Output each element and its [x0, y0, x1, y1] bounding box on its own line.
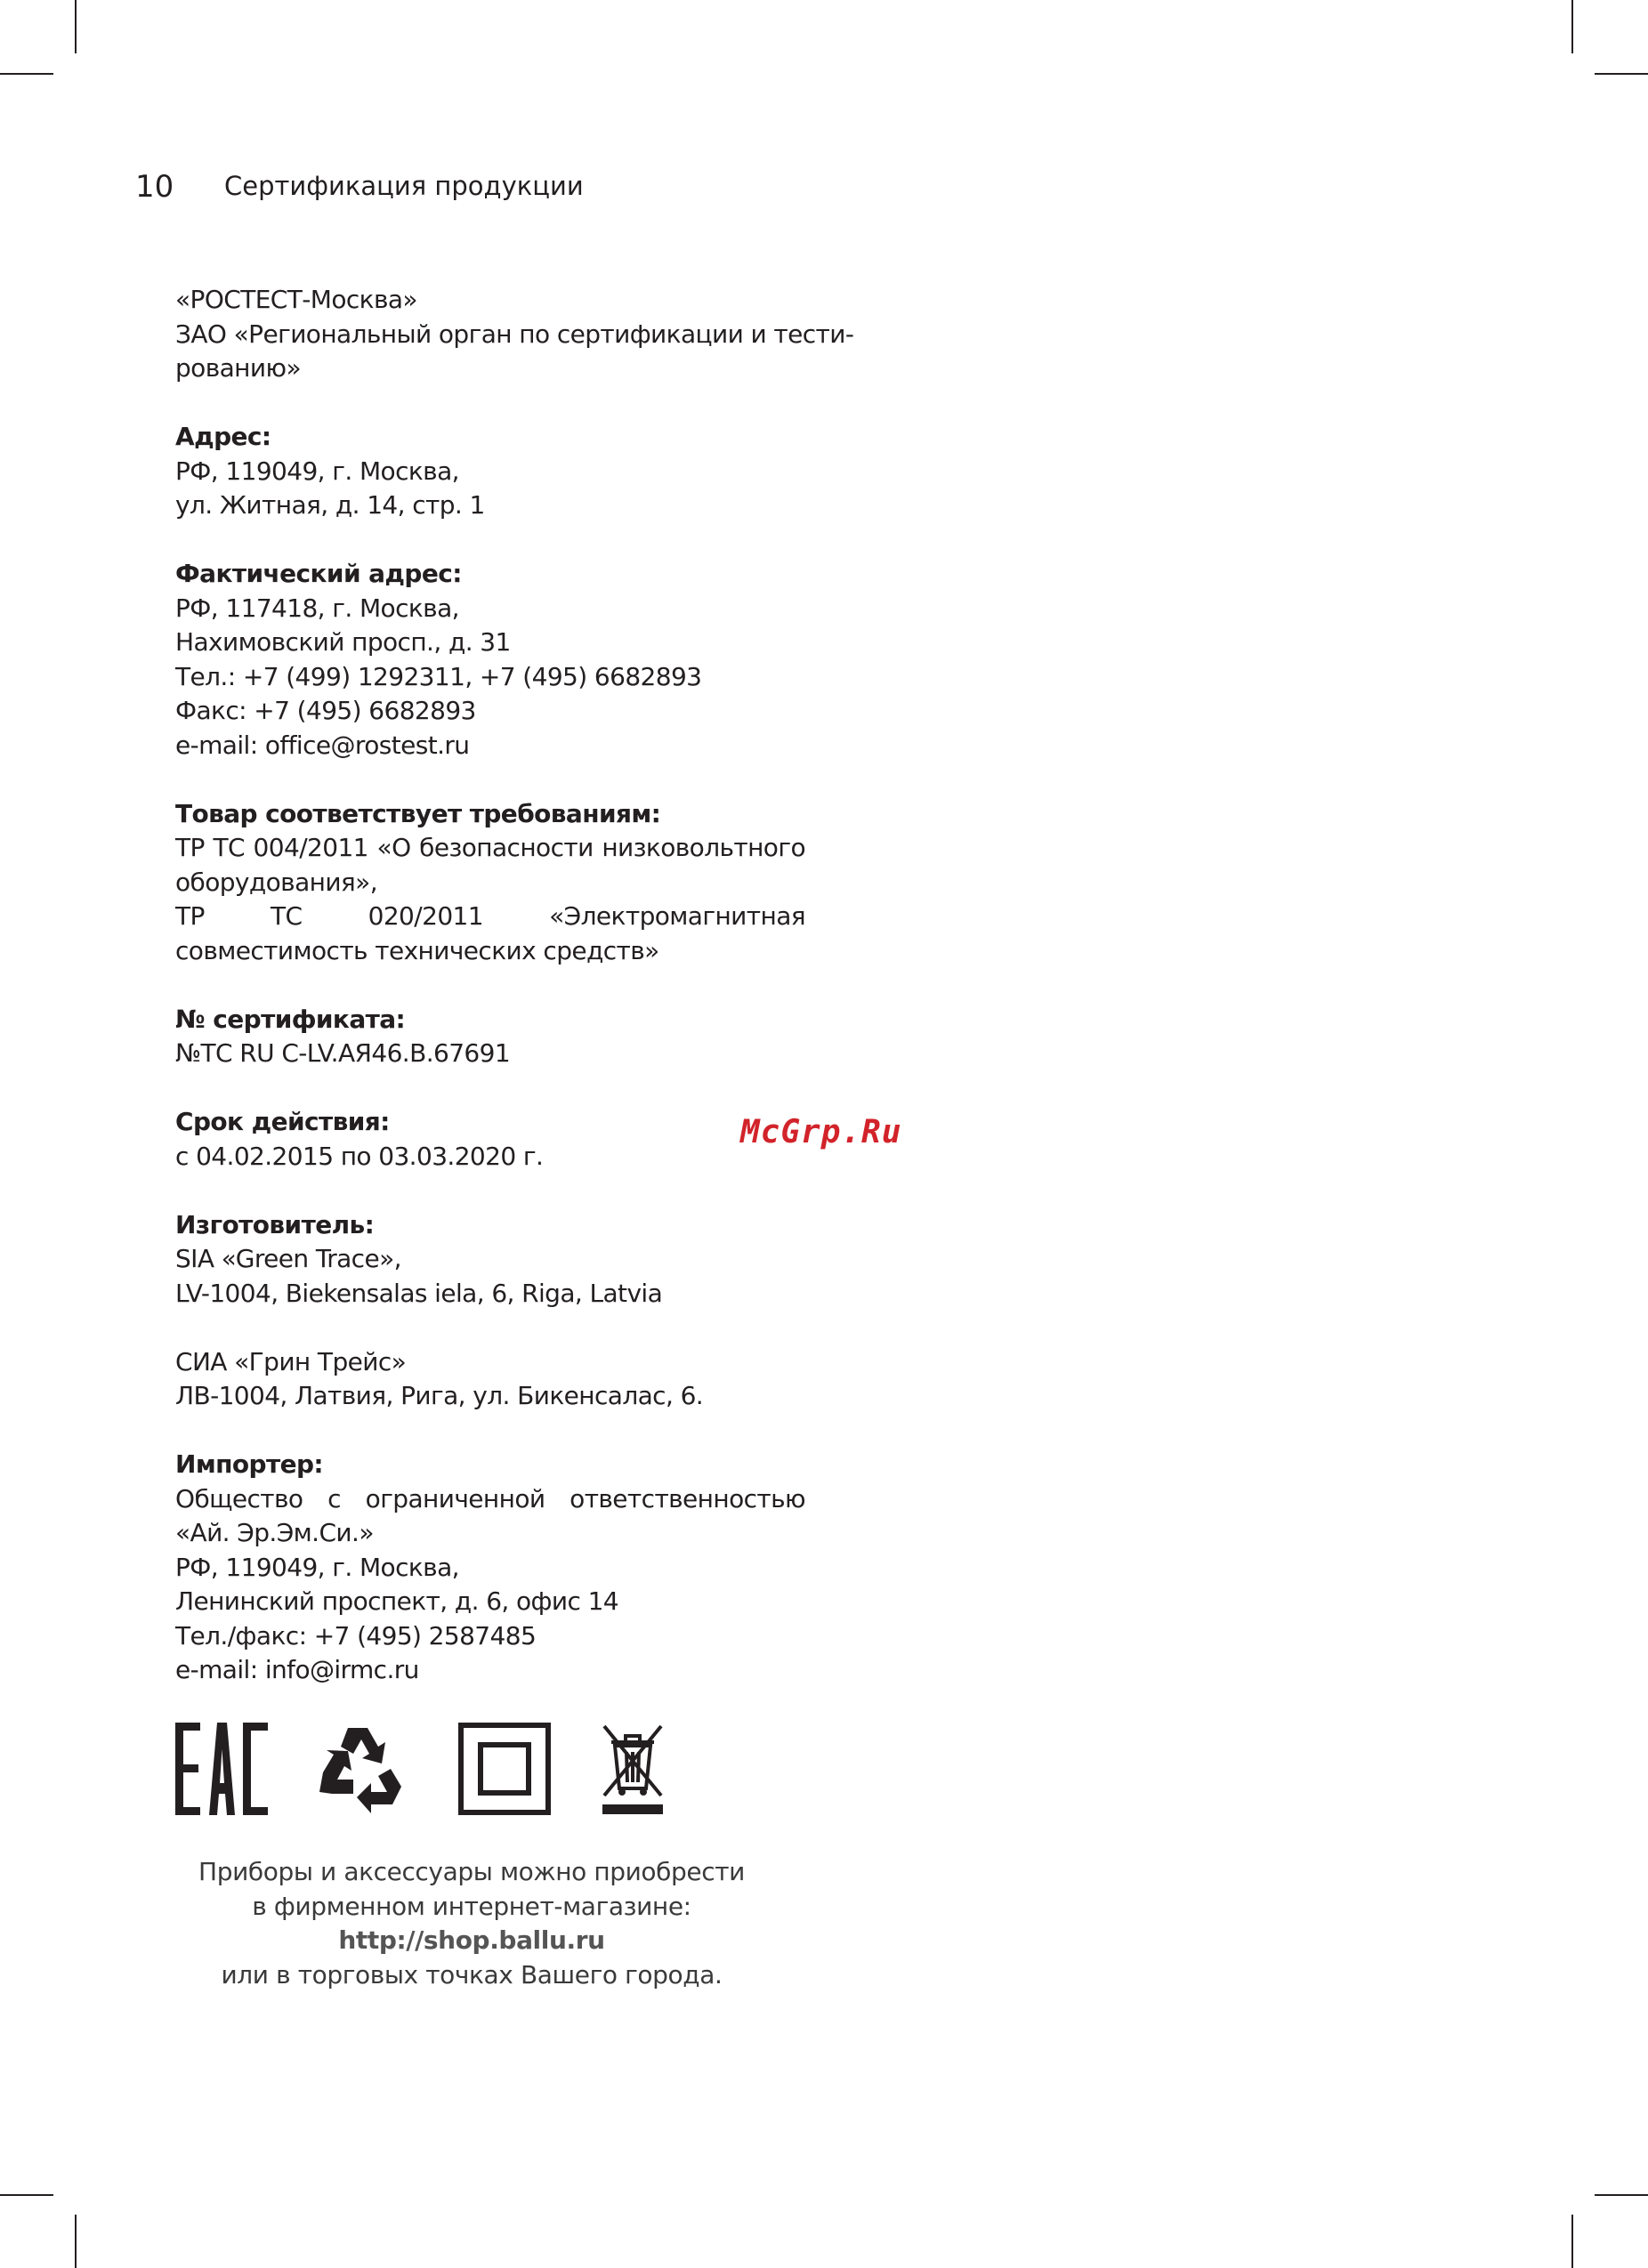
page-number: 10 [135, 169, 174, 205]
crop-mark [1571, 2215, 1573, 2268]
requirement-item: ТР ТС 020/2011 «Электромагнитная совместимость технических средств» [175, 901, 805, 965]
actual-address-line: РФ, 117418, г. Москва, [175, 593, 459, 623]
store-line: Приборы и аксессуары можно приобрести [198, 1857, 745, 1886]
crop-mark [1595, 73, 1648, 75]
manufacturer-line: ЛВ-1004, Латвия, Рига, ул. Бикенсалас, 6. [175, 1381, 704, 1410]
validity-block [175, 1105, 805, 1174]
actual-address-heading: Фактический адрес: [175, 559, 462, 588]
certificate-block [175, 1003, 805, 1071]
email-line: e-mail: office@rostest.ru [175, 730, 470, 760]
certification-marks [175, 1723, 674, 1815]
crop-mark [75, 0, 77, 53]
requirement-item: ТР ТС 004/2011 «О безопасности низковольтного оборудования», [175, 833, 805, 897]
address-block [175, 420, 805, 523]
manufacturer-line: SIA «Green Trace», [175, 1244, 401, 1273]
manufacturer-line: LV-1004, Biekensalas iela, 6, Riga, Latvia [175, 1278, 663, 1308]
phone-line: Тел.: +7 (499) 1292311, +7 (495) 6682893 [175, 661, 702, 691]
manufacturer-block [175, 1208, 805, 1312]
importer-phone-line: Тел./факс: +7 (495) 2587485 [175, 1620, 537, 1651]
store-link[interactable]: http://shop.ballu.ru [338, 1925, 605, 1955]
recycle-icon [314, 1723, 408, 1815]
certification-body-block [175, 283, 854, 386]
importer-block [175, 1448, 805, 1688]
importer-email-line: e-mail: info@irmc.ru [175, 1655, 419, 1684]
manufacturer-cyrillic-block [175, 1345, 805, 1414]
certificate-number: №ТС RU C-LV.АЯ46.В.67691 [175, 1038, 511, 1068]
importer-name: Общество с ограниченной ответственностью «Ай. Эр.Эм.Си.» [175, 1483, 805, 1547]
certification-body-line: «РОСТЕСТ-Москва» [175, 285, 417, 314]
requirements-heading: Товар соответствует требованиям: [175, 798, 661, 828]
crop-mark [0, 2194, 53, 2196]
validity-period: с 04.02.2015 по 03.03.2020 г. [175, 1141, 544, 1171]
certification-body-line: рованию» [175, 353, 301, 383]
importer-line: Ленинский проспект, д. 6, офис 14 [175, 1586, 619, 1616]
crop-mark [1571, 0, 1573, 53]
crop-mark [75, 2215, 77, 2268]
certification-body-line: ЗАО «Региональный орган по сертификации и тести- [175, 319, 854, 349]
importer-line: РФ, 119049, г. Москва, [175, 1552, 459, 1582]
address-line: ул. Житная, д. 14, стр. 1 [175, 490, 485, 520]
actual-address-line: Нахимовский просп., д. 31 [175, 627, 511, 657]
manufacturer-line: СИА «Грин Трейс» [175, 1346, 407, 1376]
store-line: или в торговых точках Вашего города. [221, 1959, 723, 1990]
address-heading: Адрес: [175, 422, 271, 451]
crop-mark [1595, 2194, 1648, 2196]
certificate-heading: № сертификата: [175, 1004, 406, 1034]
watermark: McGrp.Ru [740, 1114, 902, 1150]
crop-mark [0, 73, 53, 75]
manufacturer-heading: Изготовитель: [175, 1209, 375, 1239]
store-notice [160, 1855, 783, 1992]
store-line: в фирменном интернет-магазине: [252, 1891, 691, 1921]
requirements-block [175, 797, 805, 969]
address-line: РФ, 119049, г. Москва, [175, 456, 459, 486]
double-insulation-icon [458, 1723, 551, 1815]
fax-line: Факс: +7 (495) 6682893 [175, 696, 476, 725]
eac-mark-icon [175, 1723, 268, 1815]
actual-address-block [175, 557, 805, 763]
importer-heading: Импортер: [175, 1449, 324, 1479]
running-header: Сертификация продукции [224, 171, 584, 201]
validity-heading: Срок действия: [175, 1107, 390, 1136]
crossed-bin-icon [601, 1723, 665, 1815]
